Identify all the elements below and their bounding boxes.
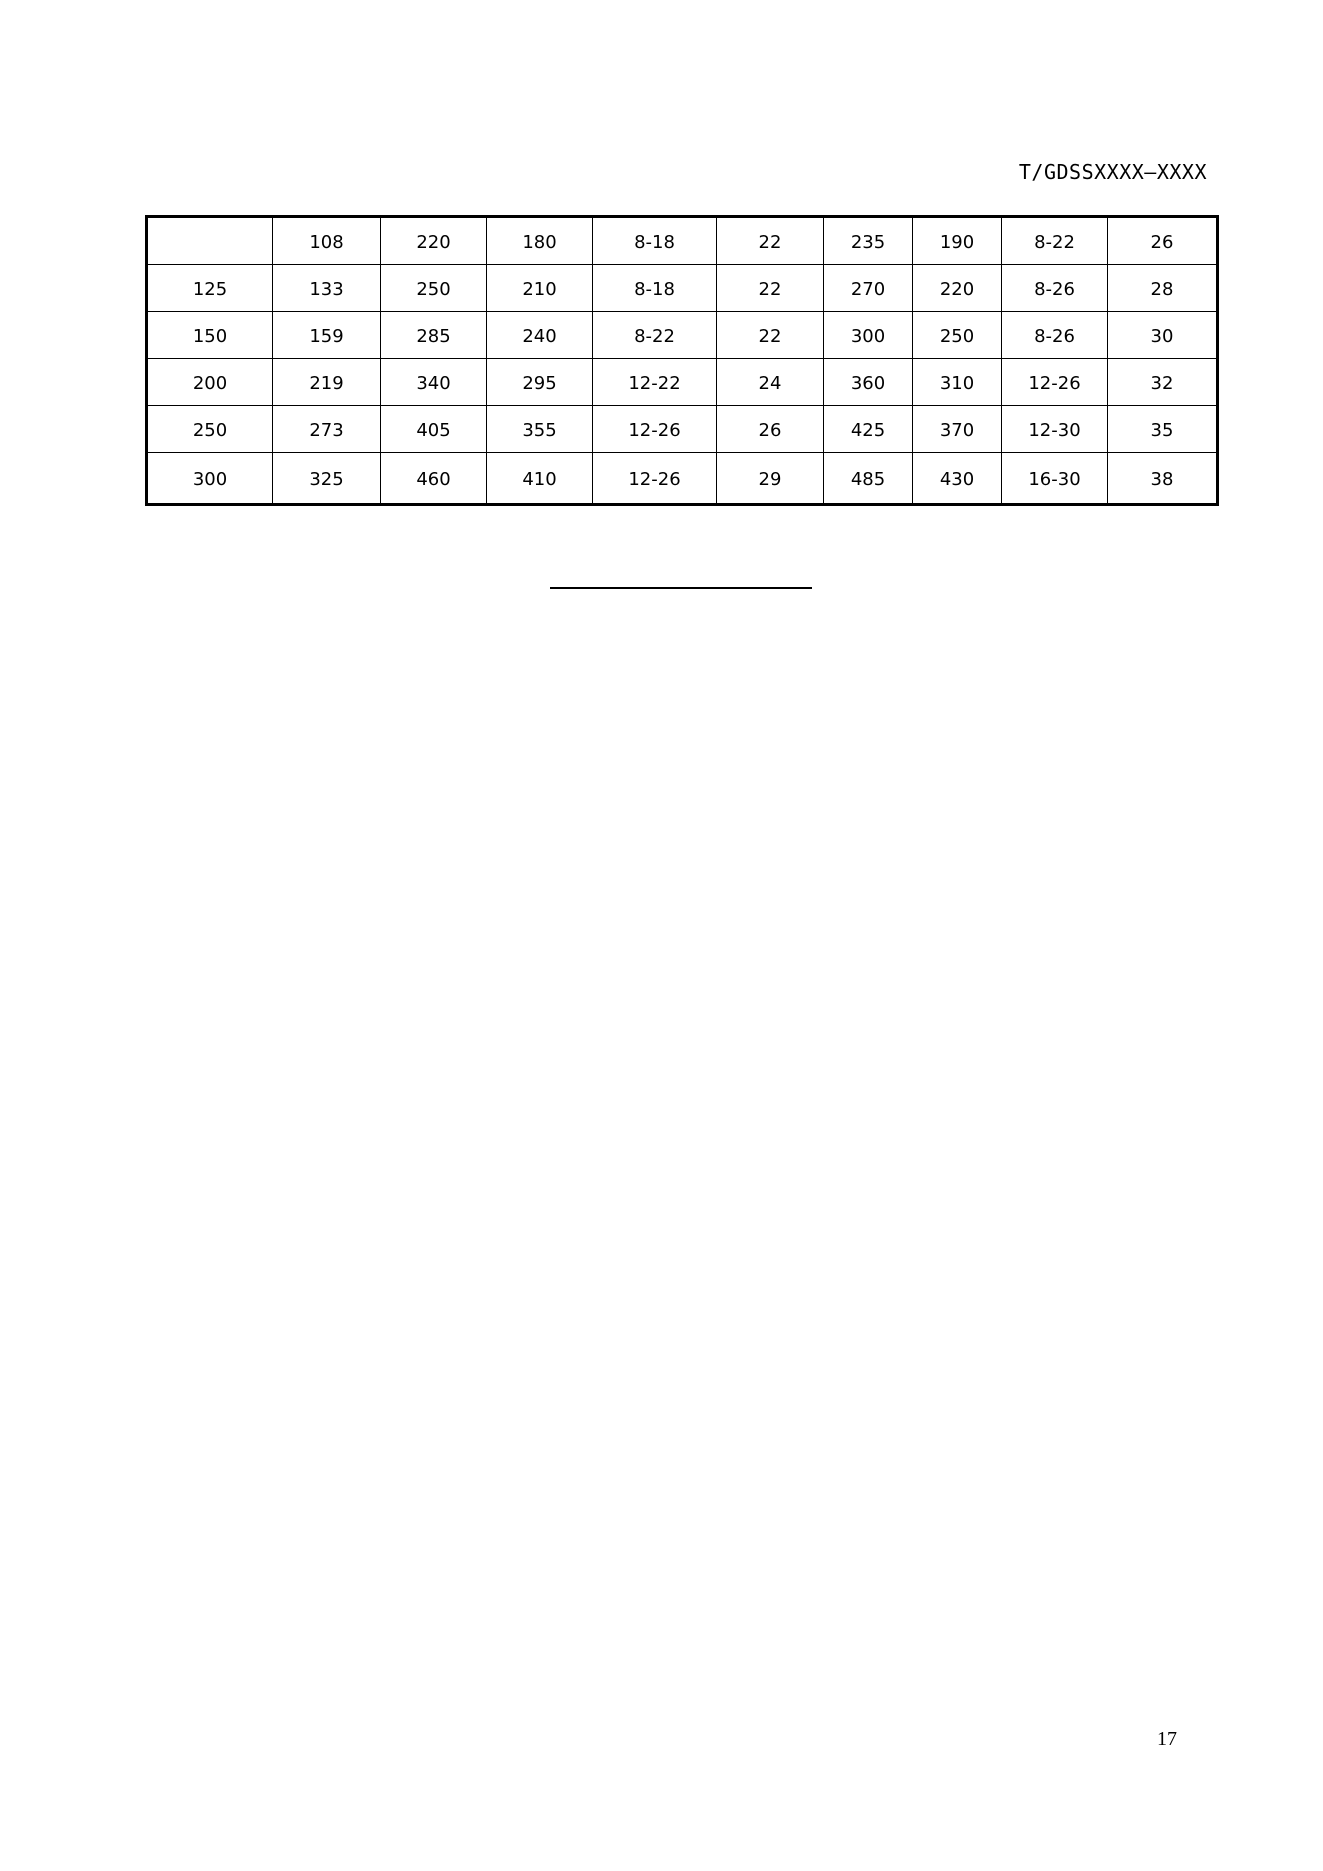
table-cell: 325 — [273, 453, 381, 505]
table-cell: 180 — [487, 217, 593, 265]
table-row — [147, 359, 1218, 406]
table-cell: 22 — [717, 265, 824, 312]
table-cell: 285 — [381, 312, 487, 359]
table-cell: 190 — [913, 217, 1002, 265]
table-cell: 405 — [381, 406, 487, 453]
table-cell: 108 — [273, 217, 381, 265]
table-cell: 240 — [487, 312, 593, 359]
table-cell: 8-18 — [593, 265, 717, 312]
table-cell: 8-18 — [593, 217, 717, 265]
table-cell: 133 — [273, 265, 381, 312]
table-cell: 26 — [1108, 217, 1218, 265]
table-cell: 12-26 — [593, 406, 717, 453]
table-cell: 425 — [824, 406, 913, 453]
table-cell: 29 — [717, 453, 824, 505]
table-cell: 159 — [273, 312, 381, 359]
table-cell: 8-26 — [1002, 312, 1108, 359]
end-of-document-rule — [550, 587, 812, 589]
table-cell: 270 — [824, 265, 913, 312]
table-cell: 16-30 — [1002, 453, 1108, 505]
table-cell: 150 — [147, 312, 273, 359]
table-cell: 12-30 — [1002, 406, 1108, 453]
table-cell: 410 — [487, 453, 593, 505]
table-cell: 250 — [913, 312, 1002, 359]
table-cell: 22 — [717, 312, 824, 359]
table-row — [147, 406, 1218, 453]
table-cell: 38 — [1108, 453, 1218, 505]
table-cell: 300 — [147, 453, 273, 505]
table-cell: 340 — [381, 359, 487, 406]
table-cell: 235 — [824, 217, 913, 265]
table-cell: 30 — [1108, 312, 1218, 359]
table-cell: 360 — [824, 359, 913, 406]
table-cell: 22 — [717, 217, 824, 265]
table-cell: 273 — [273, 406, 381, 453]
table-row — [147, 453, 1218, 505]
table-cell: 220 — [381, 217, 487, 265]
table-cell: 12-26 — [1002, 359, 1108, 406]
table-cell: 210 — [487, 265, 593, 312]
table-body — [147, 217, 1218, 505]
table-cell: 8-26 — [1002, 265, 1108, 312]
table-cell — [147, 217, 273, 265]
table-cell: 8-22 — [593, 312, 717, 359]
table-cell: 12-26 — [593, 453, 717, 505]
table-cell: 355 — [487, 406, 593, 453]
table-cell: 370 — [913, 406, 1002, 453]
table-cell: 300 — [824, 312, 913, 359]
table-cell: 24 — [717, 359, 824, 406]
table-cell: 250 — [147, 406, 273, 453]
table-cell: 220 — [913, 265, 1002, 312]
table-cell: 460 — [381, 453, 487, 505]
table-cell: 250 — [381, 265, 487, 312]
table-cell: 310 — [913, 359, 1002, 406]
table-cell: 219 — [273, 359, 381, 406]
table-cell: 28 — [1108, 265, 1218, 312]
table-row — [147, 312, 1218, 359]
dimension-table — [145, 215, 1219, 506]
table-cell: 32 — [1108, 359, 1218, 406]
table-cell: 26 — [717, 406, 824, 453]
table-cell: 125 — [147, 265, 273, 312]
table-cell: 8-22 — [1002, 217, 1108, 265]
table-cell: 485 — [824, 453, 913, 505]
table-cell: 35 — [1108, 406, 1218, 453]
table-row — [147, 217, 1218, 265]
table-row — [147, 265, 1218, 312]
page-number: 17 — [1157, 1728, 1177, 1750]
table-cell: 295 — [487, 359, 593, 406]
table-cell: 430 — [913, 453, 1002, 505]
table-cell: 200 — [147, 359, 273, 406]
document-code: T/GDSSXXXX—XXXX — [1018, 160, 1207, 184]
table-cell: 12-22 — [593, 359, 717, 406]
